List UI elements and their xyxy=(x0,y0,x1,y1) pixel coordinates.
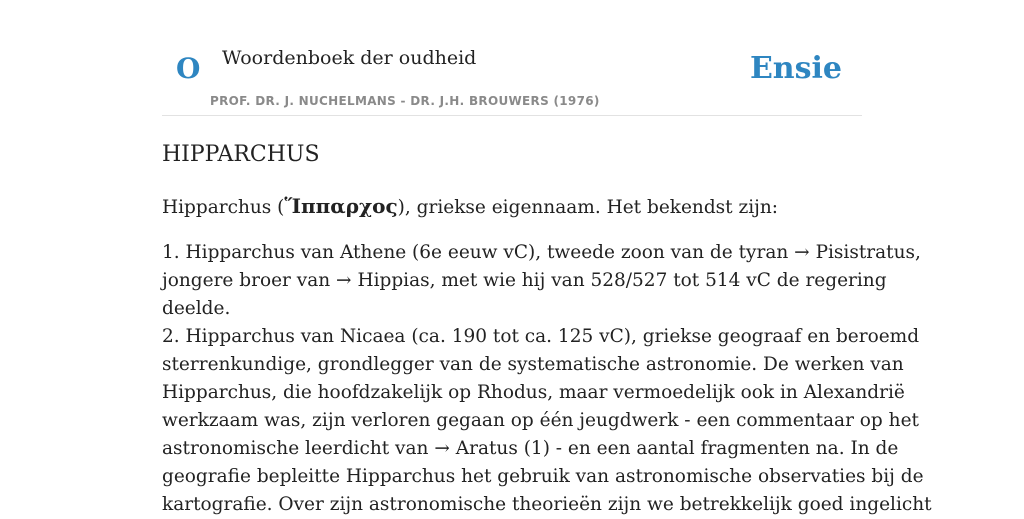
body-line-text: jongere broer van xyxy=(162,270,337,291)
body-line xyxy=(162,379,905,407)
body-line-text: astronomische leerdicht van xyxy=(162,438,435,459)
body-line-text: werkzaam was, zijn verloren gegaan op één jeugdwerk - een commentaar op het xyxy=(162,410,919,431)
body-line xyxy=(162,267,887,295)
entry-body xyxy=(162,239,932,519)
crossref-link-pisistratus[interactable]: Pisistratus, xyxy=(815,242,921,263)
index-letter[interactable]: O xyxy=(176,52,201,85)
body-line xyxy=(162,323,920,351)
body-line xyxy=(162,407,919,435)
body-line-text: 2. Hipparchus van Nicaea (ca. 190 tot ca. 125 vC), griekse geograaf en beroemd xyxy=(162,326,920,347)
crossref-link-hippias[interactable]: Hippias, xyxy=(357,270,436,291)
brand-logo[interactable]: Ensie xyxy=(749,51,842,86)
body-line xyxy=(162,351,904,379)
body-line-rest: met wie hij van 528/527 tot 514 vC de regering xyxy=(435,270,887,291)
header xyxy=(162,0,862,116)
crossref-link-aratus[interactable]: Aratus (1) xyxy=(455,438,550,459)
page xyxy=(162,0,932,515)
entry-title: HIPPARCHUS xyxy=(162,142,320,167)
body-line xyxy=(162,463,924,491)
body-line-text: Hipparchus, die hoofdzakelijk op Rhodus, maar vermoedelijk ook in Alexandrië xyxy=(162,382,905,403)
body-line-rest: - en een aantal fragmenten na. In de xyxy=(549,438,899,459)
greek-name: Ἵππαρχος xyxy=(284,194,398,218)
intro-text-start: Hipparchus ( xyxy=(162,197,285,218)
book-title[interactable]: Woordenboek der oudheid xyxy=(222,47,477,69)
body-line xyxy=(162,239,921,267)
book-authors: PROF. DR. J. NUCHELMANS - DR. J.H. BROUWERS (1976) xyxy=(210,94,600,108)
body-line-text: deelde. xyxy=(162,298,231,319)
arrow-right-icon[interactable]: → xyxy=(336,270,352,291)
body-line xyxy=(162,491,932,519)
arrow-right-icon[interactable]: → xyxy=(794,242,810,263)
intro-text-end: ), griekse eigennaam. Het bekendst zijn: xyxy=(397,197,779,218)
arrow-right-icon[interactable]: → xyxy=(434,438,450,459)
body-line xyxy=(162,435,899,463)
body-line-text: 1. Hipparchus van Athene (6e eeuw vC), tweede zoon van de tyran xyxy=(162,242,795,263)
body-line-text: geografie bepleitte Hipparchus het gebruik van astronomische observaties bij de xyxy=(162,466,924,487)
entry-intro xyxy=(162,190,862,224)
body-line-text: sterrenkundige, grondlegger van de systematische astronomie. De werken van xyxy=(162,354,904,375)
body-line-text: kartografie. Over zijn astronomische theorieën zijn we betrekkelijk goed ingelicht xyxy=(162,494,932,515)
body-line xyxy=(162,295,862,323)
